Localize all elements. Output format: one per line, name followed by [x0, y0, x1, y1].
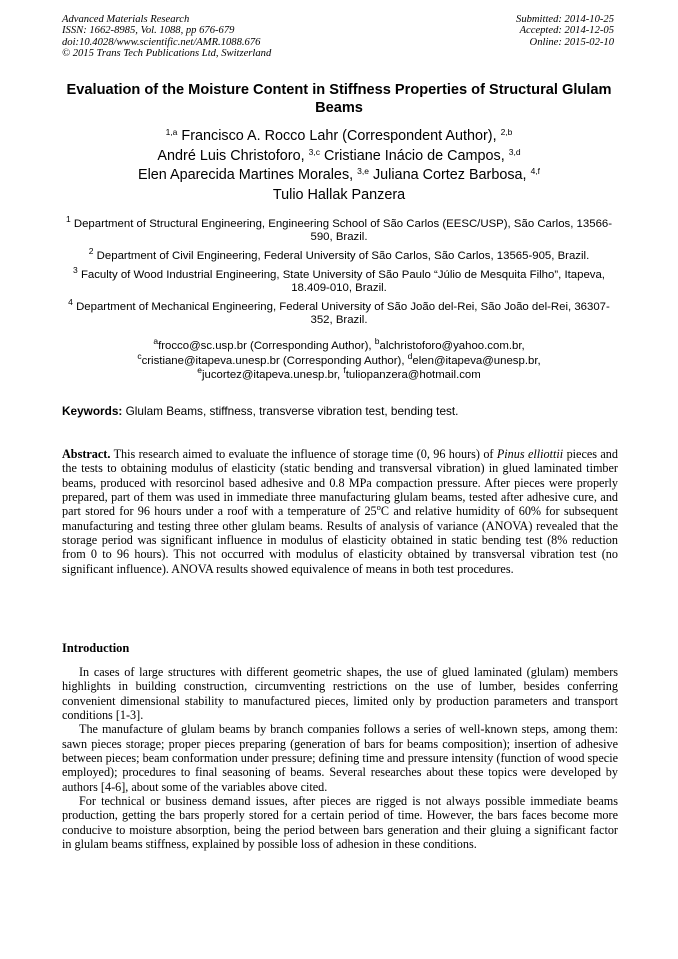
accepted-date: Accepted: 2014-12-05 [519, 25, 614, 37]
affiliation-number: 1 [65, 214, 71, 224]
affiliation-number: 3 [73, 265, 78, 275]
copyright-line: © 2015 Trans Tech Publications Ltd, Switzerland [62, 48, 272, 60]
author-list [60, 127, 618, 205]
abstract-text: C and relative humidity of 60% for subsequent manufacturing and testing three other glulam beams. Results of analysis of variance (ANOVA) revealed that the storage period was significant influence in modulus of elasticity obtained in static bending test (8% reduction from 0 to 96 hours). This not occurred with modulus of elasticity obtained by transversal vibration test (no significant influence). ANOVA results showed equivalence of means in both test procedures. [62, 504, 619, 576]
author-sup: 3,c [308, 146, 320, 157]
author-name: André Luis Christoforo, [157, 147, 305, 164]
author-name: Francisco A. Rocco Lahr (Correspondent Author), [181, 128, 497, 144]
affiliation-text: Department of Civil Engineering, Federal University of São Carlos, São Carlos, 13565-905, Brazil. [96, 250, 590, 262]
doi-line: doi:10.4028/www.scientific.net/AMR.1088.676 [62, 36, 261, 48]
affiliation-number: 2 [88, 246, 94, 256]
online-date: Online: 2015-02-10 [529, 36, 614, 48]
email-e: jucortez@itapeva.unesp.br, [201, 369, 341, 381]
author-name: Elen Aparecida Martines Morales, [137, 167, 354, 183]
affiliation [62, 297, 616, 327]
email-sup: d [407, 350, 413, 361]
author-sup: 4,f [530, 166, 541, 176]
affiliation [62, 214, 616, 244]
species-name: Pinus elliottii [496, 447, 564, 461]
journal-info [62, 14, 271, 60]
author-sup: 1,a [165, 127, 178, 137]
keywords [62, 404, 618, 418]
email-sup: e [197, 365, 202, 375]
keywords-text: Glulam Beams, stiffness, transverse vibration test, bending test. [125, 404, 459, 418]
email-c: cristiane@itapeva.unesp.br (Corresponding Author), [141, 354, 405, 367]
abstract-text: pieces and the tests to obtaining modulus of elasticity (static bending and transversal vibration) in glued laminated timber beams, produced with resorcinol based adhesive and 0.8 MPa compaction pressure. After pieces were properly prepared, part of them was used in immediate three manufacturing glulam beams, tested after adhesive cure, and part stored for 96 hours under a roof with a temperature of 25 [62, 447, 618, 519]
email-d: elen@itapeva@unesp.br, [412, 354, 541, 367]
email-sup: a [153, 336, 159, 346]
email-b: alchristoforo@yahoo.com.br, [379, 340, 525, 352]
author-name: Juliana Cortez Barbosa, [372, 167, 527, 183]
abstract-label: Abstract. [62, 447, 111, 461]
paragraph: For technical or business demand issues, after pieces are rigged is not always possible immediate beams production, getting the bars properly stored for a certain period of time. However, the bars faces become more conducive to moisture absorption, being the period between bars generation and their gluing a significant factor in glulam beams stiffness, explained by possible loss of adhesion in these conditions. [62, 794, 618, 852]
author-emails [62, 336, 616, 383]
author-name: Cristiane Inácio de Campos, [323, 147, 505, 164]
affiliation-text: Faculty of Wood Industrial Engineering, State University of São Paulo “Júlio de Mesquita Filho”, Itapeva, 18.409-010, Brazil. [80, 269, 605, 294]
affiliation-text: Department of Structural Engineering, Engineering School of São Carlos (EESC/USP), São Carlos, 13566-590, Brazil. [73, 218, 613, 243]
journal-name: Advanced Materials Research [62, 14, 190, 25]
email-sup: b [374, 336, 380, 346]
email-sup: c [137, 350, 142, 361]
paper-title: Evaluation of the Moisture Content in Stiffness Properties of Structural Glulam Beams [66, 82, 612, 116]
affiliation-number: 4 [68, 297, 73, 307]
paragraph: The manufacture of glulam beams by branch companies follows a series of well-known steps, among them: sawn pieces storage; proper pieces preparing (generation of bars for beams composition); insertion of adhesive between pieces; beam conformation under pressure; defining time and pressure intensity (function of wood specie employed); procedures to final seasoning of beams. Several researches about these topics were developed by authors [4-6], about some of the variables above cited. [62, 722, 618, 794]
degree-sup: o [376, 502, 381, 513]
affiliation [62, 265, 616, 295]
introduction-body [62, 665, 618, 851]
author-sup: 2,b [500, 127, 513, 137]
keywords-label: Keywords: [62, 404, 123, 418]
submitted-date: Submitted: 2014-10-25 [516, 14, 614, 25]
author-name: Tulio Hallak Panzera [272, 186, 406, 203]
paragraph: In cases of large structures with different geometric shapes, the use of glued laminated (glulam) members highlights in building construction, circumventing restrictions on the use of lumber, besides conferring convenient dimensional stability to manufactured pieces, limited only by production parameters and transport conditions [1-3]. [62, 665, 618, 723]
affiliations [62, 214, 616, 333]
affiliation [62, 246, 616, 263]
email-a: frocco@sc.usp.br (Corresponding Author), [158, 340, 372, 352]
abstract-text: This research aimed to evaluate the influence of storage time (0, 96 hours) of [113, 447, 494, 461]
issn-line: ISSN: 1662-8985, Vol. 1088, pp 676-679 [62, 25, 235, 37]
author-sup: 3,e [357, 166, 369, 176]
email-f: tuliopanzera@hotmail.com [345, 369, 481, 381]
affiliation-text: Department of Mechanical Engineering, Federal University of São João del-Rei, São João del-Rei, 36307-352, Brazil. [76, 301, 610, 326]
author-sup: 3,d [508, 146, 521, 157]
publication-dates [516, 14, 614, 48]
introduction-heading: Introduction [62, 641, 130, 655]
email-sup: f [343, 365, 346, 375]
abstract [62, 447, 618, 576]
